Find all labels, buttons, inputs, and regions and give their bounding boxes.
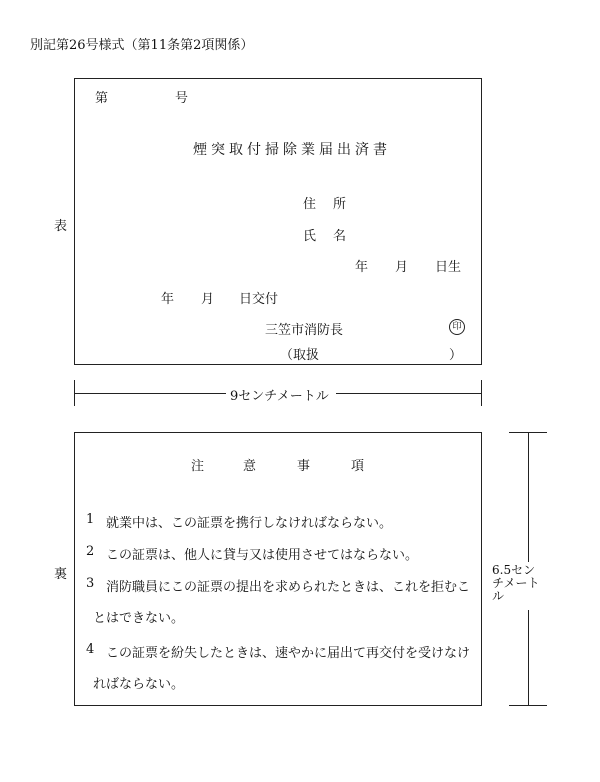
note-number: 1 — [86, 512, 95, 527]
birth-year-label: 年 — [355, 260, 369, 275]
issue-month-label: 月 — [201, 292, 215, 307]
birth-day-label: 日生 — [435, 260, 462, 275]
number-prefix: 第 — [95, 91, 109, 106]
note-text: この証票は、他人に貸与又は使用させてはならない。 — [106, 548, 419, 563]
height-dim-line-top — [528, 432, 529, 562]
birth-month-label: 月 — [395, 260, 409, 275]
height-label-line-1: 6.5セン — [492, 563, 536, 577]
height-dimension-label — [492, 564, 540, 603]
back-side-label: 裏 — [54, 567, 68, 582]
notes-title-char-3: 事 — [297, 459, 311, 474]
height-dim-bottom-tick — [509, 705, 547, 706]
height-label-line-2: チメート — [492, 576, 540, 590]
note-text: この証票を紛失したときは、速やかに届出て再交付を受けなけ — [106, 646, 471, 661]
issue-day-label: 日交付 — [239, 292, 279, 307]
handler-close: ） — [449, 348, 463, 363]
name-label: 氏 名 — [303, 229, 349, 244]
height-label-line-3: ル — [492, 589, 505, 603]
notes-title-char-1: 注 — [191, 459, 205, 474]
seal-mark: 印 — [449, 319, 465, 335]
note-number: 4 — [86, 642, 95, 657]
handler-open: （取扱 — [280, 348, 320, 363]
height-dim-line-bottom — [528, 610, 529, 705]
issue-year-label: 年 — [161, 292, 175, 307]
issuer-name: 三笠市消防長 — [265, 323, 344, 338]
back-card — [74, 432, 482, 706]
note-text: 就業中は、この証票を携行しなければならない。 — [106, 516, 393, 531]
front-card — [74, 78, 482, 365]
front-side-label: 表 — [54, 219, 68, 234]
number-suffix: 号 — [175, 91, 189, 106]
width-dim-line-right — [336, 393, 482, 394]
form-title: 別記第26号様式（第11条第2項関係） — [30, 38, 254, 53]
note-number: 2 — [86, 544, 95, 559]
address-label: 住 所 — [303, 197, 349, 212]
note-text: 消防職員にこの証票の提出を求められたときは、これを拒むこ — [106, 580, 471, 595]
width-dimension-label: 9センチメートル — [230, 389, 329, 404]
notes-title-char-4: 項 — [351, 459, 365, 474]
notes-title-char-2: 意 — [243, 459, 257, 474]
width-dim-line-left — [74, 393, 226, 394]
note-text-continued: ればならない。 — [93, 677, 185, 692]
note-number: 3 — [86, 576, 95, 591]
note-text-continued: とはできない。 — [93, 611, 185, 626]
document-title: 煙突取付掃除業届出済書 — [193, 142, 391, 158]
